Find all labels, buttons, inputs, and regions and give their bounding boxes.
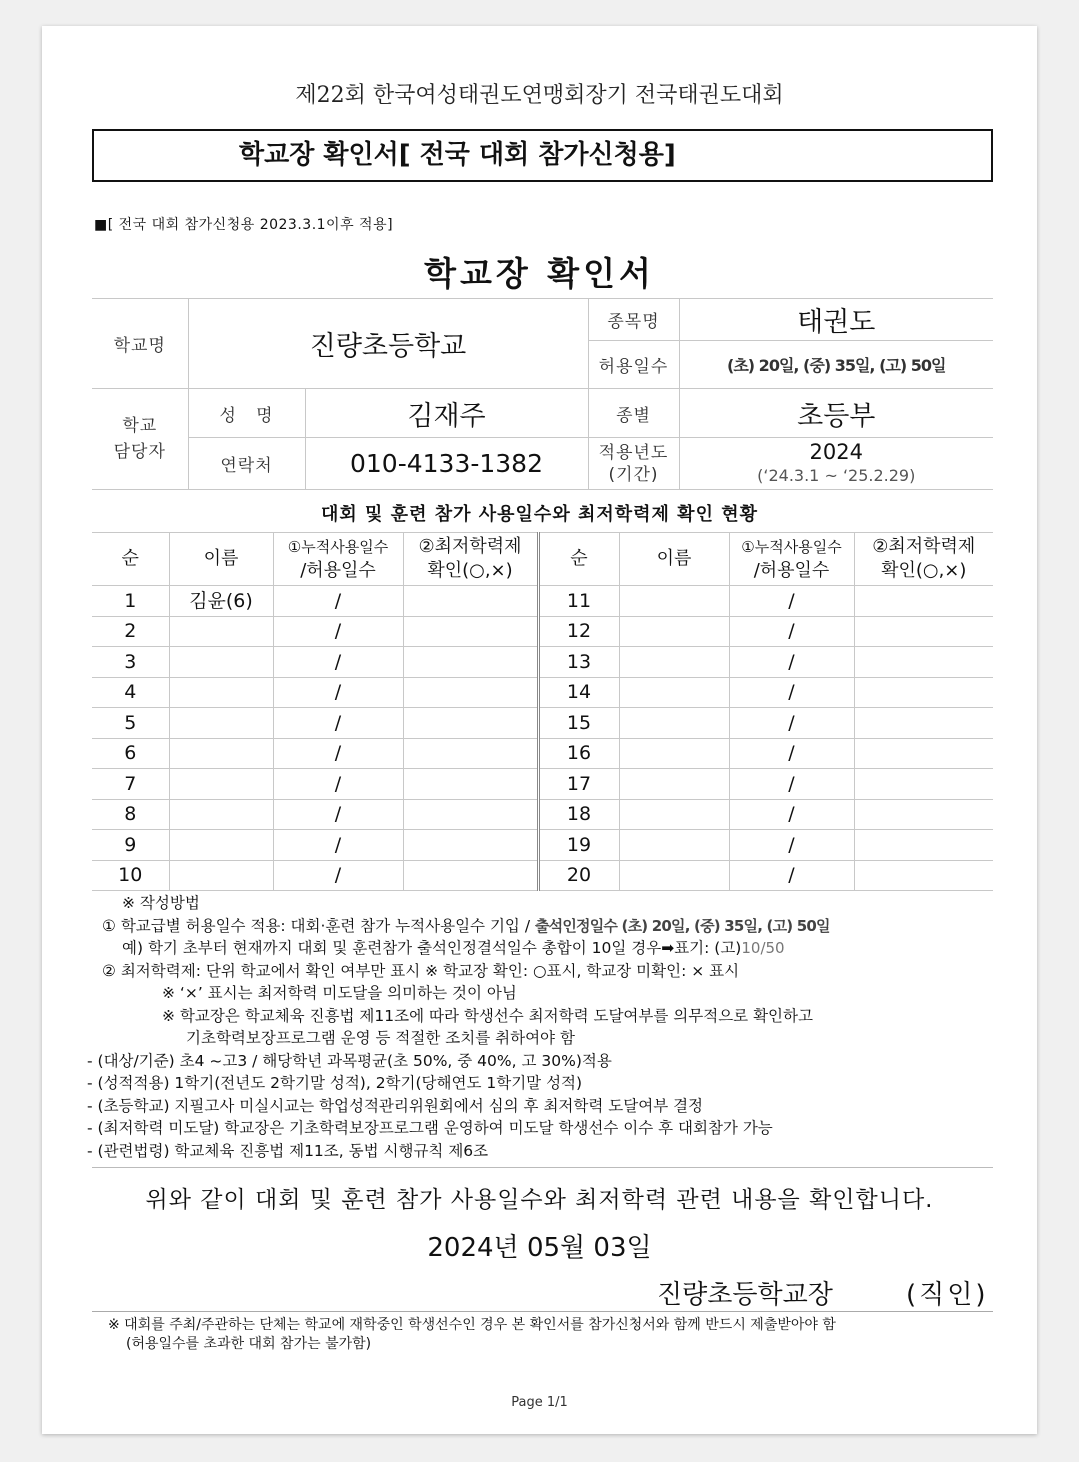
days-cell-left: / — [273, 738, 403, 769]
table-row — [92, 586, 993, 617]
header-days-right — [729, 533, 854, 586]
student-name-right — [619, 708, 729, 739]
form-box-title: 학교장 확인서[ 전국 대회 참가신청용] — [92, 129, 993, 182]
event-name: 태권도 — [679, 299, 993, 341]
header-min-right — [854, 533, 993, 586]
footnote-line: ※ 대회를 주최/주관하는 단체는 학교에 재학중인 학생선수인 경우 본 확인서를 참가신청서와 함께 반드시 제출받아야 함 — [108, 1317, 836, 1333]
allowed-days-label: 허용일수 — [588, 341, 679, 389]
student-name-left — [169, 616, 273, 647]
row-number-left: 3 — [92, 647, 169, 678]
student-name-right — [619, 860, 729, 891]
section-title: 대회 및 훈련 참가 사용일수와 최저학력제 확인 현황 — [320, 504, 758, 525]
row-number-left: 1 — [92, 586, 169, 617]
days-cell-right: / — [729, 586, 854, 617]
division-label: 종별 — [588, 389, 679, 438]
instruction-text: 예) 학기 초부터 현재까지 대회 및 훈련참가 출석인정결석일수 총합이 10일 경우➡표기: (고) — [122, 939, 742, 957]
student-name-left: 김윤(6) — [169, 586, 273, 617]
document-page — [42, 26, 1037, 1434]
instructions — [87, 892, 1002, 1162]
row-number-right: 16 — [538, 738, 619, 769]
instruction-line — [102, 915, 1002, 938]
header-days-right-line1: ①누적사용일수 — [741, 538, 842, 556]
instruction-line: - (성적적용) 1학기(전년도 2학기말 성적), 2학기(당해연도 1학기말 성적) — [87, 1074, 583, 1092]
days-cell-left: / — [273, 769, 403, 800]
table-row — [92, 830, 993, 861]
min-check-left — [403, 738, 538, 769]
instruction-line: - (초등학교) 지필고사 미실시교는 학업성적관리위원회에서 심의 후 최저학력 도달여부 결정 — [87, 1096, 704, 1115]
header-days-left — [273, 533, 403, 586]
applicability-note: ■[ 전국 대회 참가신청용 2023.3.1이후 적용] — [94, 217, 394, 233]
row-number-right: 20 — [538, 860, 619, 891]
info-table — [92, 298, 993, 490]
name-label: 성 명 — [188, 389, 305, 438]
instruction-line: - (최저학력 미도달) 학교장은 기초학력보장프로그램 운영하여 미도달 학생선수 이수 후 대회참가 가능 — [87, 1119, 773, 1137]
days-cell-left: / — [273, 799, 403, 830]
confirmation-statement: 위와 같이 대회 및 훈련 참가 사용일수와 최저학력 관련 내용을 확인합니다. — [145, 1187, 934, 1213]
days-cell-left: / — [273, 647, 403, 678]
table-row — [92, 677, 993, 708]
row-number-left: 6 — [92, 738, 169, 769]
school-name: 진량초등학교 — [188, 299, 588, 389]
student-name-left — [169, 860, 273, 891]
row-number-right: 11 — [538, 586, 619, 617]
row-number-left: 2 — [92, 616, 169, 647]
page-number: Page 1/1 — [511, 1395, 568, 1410]
header-no-left: 순 — [92, 533, 169, 586]
student-name-right — [619, 616, 729, 647]
instruction-line: ※ 학교장은 학교체육 진흥법 제11조에 따라 학생선수 최저학력 도달여부를 의무적으로 확인하고 — [162, 1006, 813, 1025]
row-number-left: 9 — [92, 830, 169, 861]
row-number-right: 19 — [538, 830, 619, 861]
header-min-left — [403, 533, 538, 586]
days-cell-right: / — [729, 647, 854, 678]
min-check-right — [854, 830, 993, 861]
row-number-right: 18 — [538, 799, 619, 830]
min-check-right — [854, 738, 993, 769]
min-check-left — [403, 708, 538, 739]
student-name-left — [169, 769, 273, 800]
student-name-right — [619, 799, 729, 830]
min-check-left — [403, 616, 538, 647]
event-label: 종목명 — [588, 299, 679, 341]
min-check-left — [403, 830, 538, 861]
student-name-left — [169, 677, 273, 708]
instruction-highlight: 출석인정일수 (초) 20일, (중) 35일, (고) 50일 — [534, 916, 830, 935]
row-number-left: 7 — [92, 769, 169, 800]
days-cell-left: / — [273, 616, 403, 647]
table-row — [92, 860, 993, 891]
min-check-left — [403, 860, 538, 891]
row-number-right: 15 — [538, 708, 619, 739]
days-cell-right: / — [729, 799, 854, 830]
instruction-line: - (관련법령) 학교체육 진흥법 제11조, 동법 시행규칙 제6조 — [87, 1141, 489, 1160]
min-check-right — [854, 616, 993, 647]
days-cell-right: / — [729, 830, 854, 861]
student-name-left — [169, 708, 273, 739]
header-days-left-line2: /허용일수 — [300, 560, 376, 581]
row-number-left: 5 — [92, 708, 169, 739]
min-check-left — [403, 586, 538, 617]
student-name-left — [169, 647, 273, 678]
row-number-right: 14 — [538, 677, 619, 708]
status-table — [92, 532, 993, 891]
table-row — [92, 708, 993, 739]
student-name-right — [619, 586, 729, 617]
instruction-line — [122, 937, 1002, 960]
student-name-right — [619, 830, 729, 861]
table-row — [92, 738, 993, 769]
table-row — [92, 616, 993, 647]
table-row — [92, 647, 993, 678]
year-value: 2024 — [809, 439, 863, 464]
days-cell-left: / — [273, 860, 403, 891]
min-check-left — [403, 769, 538, 800]
min-check-right — [854, 677, 993, 708]
contact-label: 연락처 — [188, 438, 305, 490]
signature-date: 2024년 05월 03일 — [427, 1233, 652, 1263]
main-title: 학교장 확인서 — [424, 254, 655, 293]
year-label — [588, 438, 679, 490]
header-no-right: 순 — [538, 533, 619, 586]
days-cell-right: / — [729, 738, 854, 769]
header-name-left: 이름 — [169, 533, 273, 586]
row-number-right: 13 — [538, 647, 619, 678]
official-seal-placeholder: (직인) — [906, 1280, 989, 1310]
table-row — [92, 799, 993, 830]
days-cell-right: / — [729, 616, 854, 647]
school-label: 학교명 — [92, 299, 188, 389]
student-name-left — [169, 799, 273, 830]
header-days-right-line2: /허용일수 — [753, 560, 830, 581]
row-number-left: 8 — [92, 799, 169, 830]
student-name-right — [619, 738, 729, 769]
min-check-right — [854, 799, 993, 830]
year-label-line1: 적용년도 — [598, 442, 669, 463]
min-check-left — [403, 677, 538, 708]
instructions-heading: ※ 작성방법 — [122, 894, 200, 912]
header-min-right-line1: ②최저학력제 — [872, 536, 976, 557]
days-cell-right: / — [729, 677, 854, 708]
allowed-days-value: (초) 20일, (중) 35일, (고) 50일 — [679, 341, 993, 389]
table-row — [92, 769, 993, 800]
days-cell-right: / — [729, 708, 854, 739]
row-number-left: 4 — [92, 677, 169, 708]
min-check-left — [403, 647, 538, 678]
min-check-right — [854, 586, 993, 617]
min-check-right — [854, 769, 993, 800]
days-cell-left: / — [273, 708, 403, 739]
days-cell-left: / — [273, 677, 403, 708]
period-value: (‘24.3.1 ~ ‘25.2.29) — [757, 465, 916, 485]
principal-name: 진량초등학교장 — [657, 1280, 833, 1310]
min-check-left — [403, 799, 538, 830]
division-value: 초등부 — [679, 389, 993, 438]
instruction-line: 기초학력보장프로그램 운영 등 적절한 조치를 취하여야 함 — [186, 1029, 575, 1047]
divider — [92, 1311, 993, 1312]
contact-value: 010-4133-1382 — [305, 438, 588, 490]
header-name-right: 이름 — [619, 533, 729, 586]
year-label-line2: (기간) — [608, 464, 659, 485]
row-number-right: 12 — [538, 616, 619, 647]
student-name-left — [169, 738, 273, 769]
header-min-right-line2: 확인(○,×) — [881, 560, 967, 581]
divider — [92, 1167, 993, 1168]
student-name-right — [619, 677, 729, 708]
min-check-right — [854, 708, 993, 739]
days-cell-left: / — [273, 586, 403, 617]
days-cell-left: / — [273, 830, 403, 861]
instruction-line: ② 최저학력제: 단위 학교에서 확인 여부만 표시 ※ 학교장 확인: ○표시, 학교장 미확인: × 표시 — [102, 961, 740, 980]
year-cell — [679, 438, 993, 490]
footnote-line: (허용일수를 초과한 대회 참가는 불가함) — [126, 1336, 372, 1352]
instruction-text: ① 학교급별 허용일수 적용: 대회·훈련 참가 누적사용일수 기입 / — [102, 916, 535, 935]
student-name-right — [619, 647, 729, 678]
row-number-left: 10 — [92, 860, 169, 891]
manager-label: 학교 담당자 — [92, 389, 188, 490]
student-name-left — [169, 830, 273, 861]
header-days-left-line1: ①누적사용일수 — [287, 538, 389, 556]
student-name-right — [619, 769, 729, 800]
min-check-right — [854, 647, 993, 678]
days-cell-right: / — [729, 860, 854, 891]
competition-title: 제22회 한국여성태권도연맹회장기 전국태권도대회 — [295, 83, 784, 108]
manager-name: 김재주 — [305, 389, 588, 438]
footnote — [108, 1316, 836, 1354]
row-number-right: 17 — [538, 769, 619, 800]
header-min-left-line2: 확인(○,×) — [427, 560, 513, 581]
header-min-left-line1: ②최저학력제 — [418, 536, 522, 557]
days-cell-right: / — [729, 769, 854, 800]
instruction-line: ※ ‘×’ 표시는 최저학력 미도달을 의미하는 것이 아님 — [162, 984, 517, 1002]
min-check-right — [854, 860, 993, 891]
instruction-example-value: 10/50 — [741, 939, 785, 957]
instruction-line: - (대상/기준) 초4 ~고3 / 해당학년 과목평균(초 50%, 중 40%, 고 30%)적용 — [87, 1051, 612, 1070]
